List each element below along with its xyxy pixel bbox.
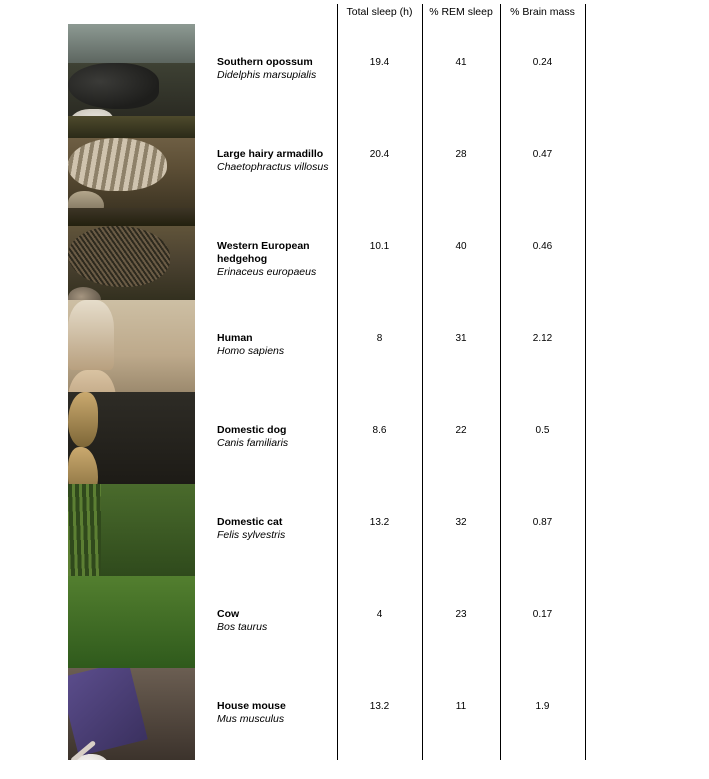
- header-total-sleep: Total sleep (h): [337, 4, 422, 24]
- row-species-cell: [195, 300, 337, 392]
- row-image-cell: [68, 300, 195, 392]
- row-spacer-cell: [585, 300, 680, 392]
- header-rem-sleep: % REM sleep: [422, 4, 500, 24]
- total-sleep-value: 20.4: [337, 116, 422, 208]
- table-row: [68, 668, 680, 760]
- common-name: Human: [217, 332, 253, 344]
- cow-photo: [68, 576, 195, 668]
- total-sleep-value: 19.4: [337, 24, 422, 116]
- total-sleep-value: 13.2: [337, 484, 422, 576]
- mouse-photo: [68, 668, 195, 760]
- row-spacer-cell: [585, 24, 680, 116]
- row-image-cell: [68, 576, 195, 668]
- brain-mass-value: 1.9: [500, 668, 585, 760]
- human-photo: [68, 300, 195, 392]
- brain-mass-value: 0.17: [500, 576, 585, 668]
- cat-photo: [68, 484, 195, 576]
- opossum-photo: [68, 24, 195, 116]
- brain-mass-value: 0.47: [500, 116, 585, 208]
- row-image-cell: [68, 208, 195, 300]
- scientific-name: Didelphis marsupialis: [217, 69, 317, 81]
- common-name: Large hairy armadillo: [217, 148, 324, 160]
- common-name: Southern opossum: [217, 56, 313, 68]
- common-name: House mouse: [217, 700, 286, 712]
- scientific-name: Erinaceus europaeus: [217, 266, 317, 278]
- brain-mass-value: 0.87: [500, 484, 585, 576]
- hedgehog-photo: [68, 208, 195, 300]
- scientific-name: Felis sylvestris: [217, 529, 286, 541]
- rem-sleep-value: 31: [422, 300, 500, 392]
- rem-sleep-value: 28: [422, 116, 500, 208]
- scientific-name: Mus musculus: [217, 713, 285, 725]
- row-image-cell: [68, 392, 195, 484]
- header-image: [68, 4, 195, 24]
- scientific-name: Homo sapiens: [217, 345, 285, 357]
- common-name: Domestic cat: [217, 516, 283, 528]
- rem-sleep-value: 32: [422, 484, 500, 576]
- header-spacer: [585, 4, 680, 24]
- row-image-cell: [68, 484, 195, 576]
- brain-mass-value: 2.12: [500, 300, 585, 392]
- row-spacer-cell: [585, 392, 680, 484]
- row-species-cell: [195, 668, 337, 760]
- total-sleep-value: 8: [337, 300, 422, 392]
- common-name: Cow: [217, 608, 240, 620]
- brain-mass-value: 0.24: [500, 24, 585, 116]
- row-image-cell: [68, 24, 195, 116]
- rem-sleep-value: 11: [422, 668, 500, 760]
- total-sleep-value: 8.6: [337, 392, 422, 484]
- row-species-cell: [195, 392, 337, 484]
- scientific-name: Canis familiaris: [217, 437, 289, 449]
- total-sleep-value: 10.1: [337, 208, 422, 300]
- table-row: [68, 300, 680, 392]
- table-row: [68, 392, 680, 484]
- row-spacer-cell: [585, 576, 680, 668]
- brain-mass-value: 0.46: [500, 208, 585, 300]
- row-species-cell: [195, 576, 337, 668]
- row-species-cell: [195, 116, 337, 208]
- armadillo-photo: [68, 116, 195, 208]
- total-sleep-value: 4: [337, 576, 422, 668]
- table-row: [68, 116, 680, 208]
- row-spacer-cell: [585, 116, 680, 208]
- row-species-cell: [195, 24, 337, 116]
- row-species-cell: [195, 208, 337, 300]
- rem-sleep-value: 41: [422, 24, 500, 116]
- table-body: [68, 24, 680, 760]
- total-sleep-value: 13.2: [337, 668, 422, 760]
- row-spacer-cell: [585, 668, 680, 760]
- rem-sleep-value: 40: [422, 208, 500, 300]
- common-name: Domestic dog: [217, 424, 287, 436]
- mammal-sleep-table: [68, 4, 680, 760]
- table-row: [68, 24, 680, 116]
- row-image-cell: [68, 116, 195, 208]
- rem-sleep-value: 23: [422, 576, 500, 668]
- header-brain-mass: % Brain mass: [500, 4, 585, 24]
- scientific-name: Chaetophractus villosus: [217, 161, 329, 173]
- rem-sleep-value: 22: [422, 392, 500, 484]
- row-spacer-cell: [585, 208, 680, 300]
- header-species: [195, 4, 337, 24]
- row-image-cell: [68, 668, 195, 760]
- table-header: [68, 4, 680, 24]
- table-row: [68, 208, 680, 300]
- table-row: [68, 576, 680, 668]
- row-spacer-cell: [585, 484, 680, 576]
- brain-mass-value: 0.5: [500, 392, 585, 484]
- row-species-cell: [195, 484, 337, 576]
- scientific-name: Bos taurus: [217, 621, 268, 633]
- header-row: [68, 4, 680, 24]
- table-row: [68, 484, 680, 576]
- common-name: Western European hedgehog: [217, 240, 310, 265]
- dog-photo: [68, 392, 195, 484]
